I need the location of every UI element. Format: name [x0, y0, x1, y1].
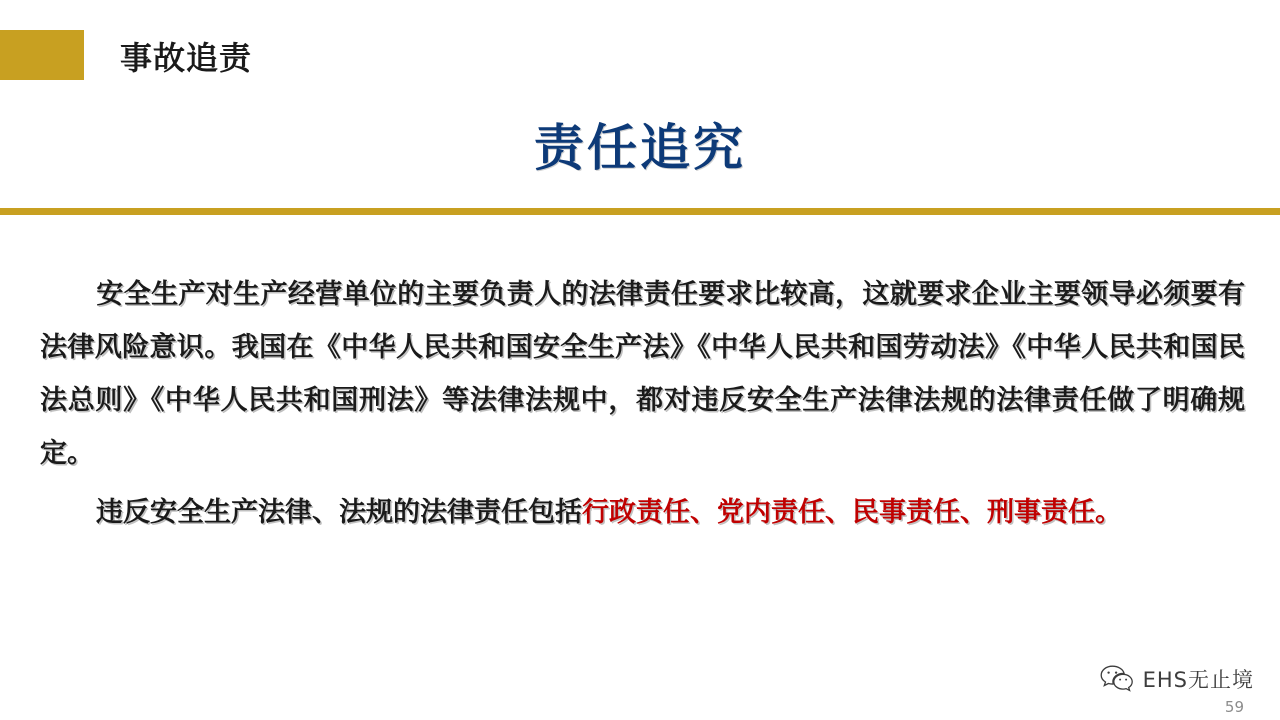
title-divider [0, 208, 1280, 215]
paragraph-1-text: 安全生产对生产经营单位的主要负责人的法律责任要求比较高，这就要求企业主要领导必须要有法律风险意识。我国在《中华人民共和国安全生产法》《中华人民共和国劳动法》《中华人民共和国民法总则》《中华人民共和国刑法》等法律法规中，都对违反安全生产法律法规的法律责任做了明确规定。 [40, 279, 1245, 469]
footer-account-name: EHS无止境 [1142, 668, 1254, 692]
body-content [40, 268, 1245, 539]
wechat-icon [1100, 665, 1134, 693]
paragraph-2 [40, 486, 1245, 539]
page-number: 59 [1224, 698, 1244, 716]
page-title: 责任追究 [534, 119, 746, 177]
paragraph-1 [40, 268, 1245, 480]
paragraph-2-highlight: 行政责任、党内责任、民事责任、刑事责任 [582, 497, 1095, 528]
footer-account [1100, 664, 1254, 694]
header-accent-block [0, 30, 84, 80]
paragraph-2-prefix: 违反安全生产法律、法规的法律责任包括 [96, 497, 582, 528]
paragraph-2-suffix: 。 [1095, 497, 1122, 528]
section-label: 事故追责 [120, 39, 253, 77]
